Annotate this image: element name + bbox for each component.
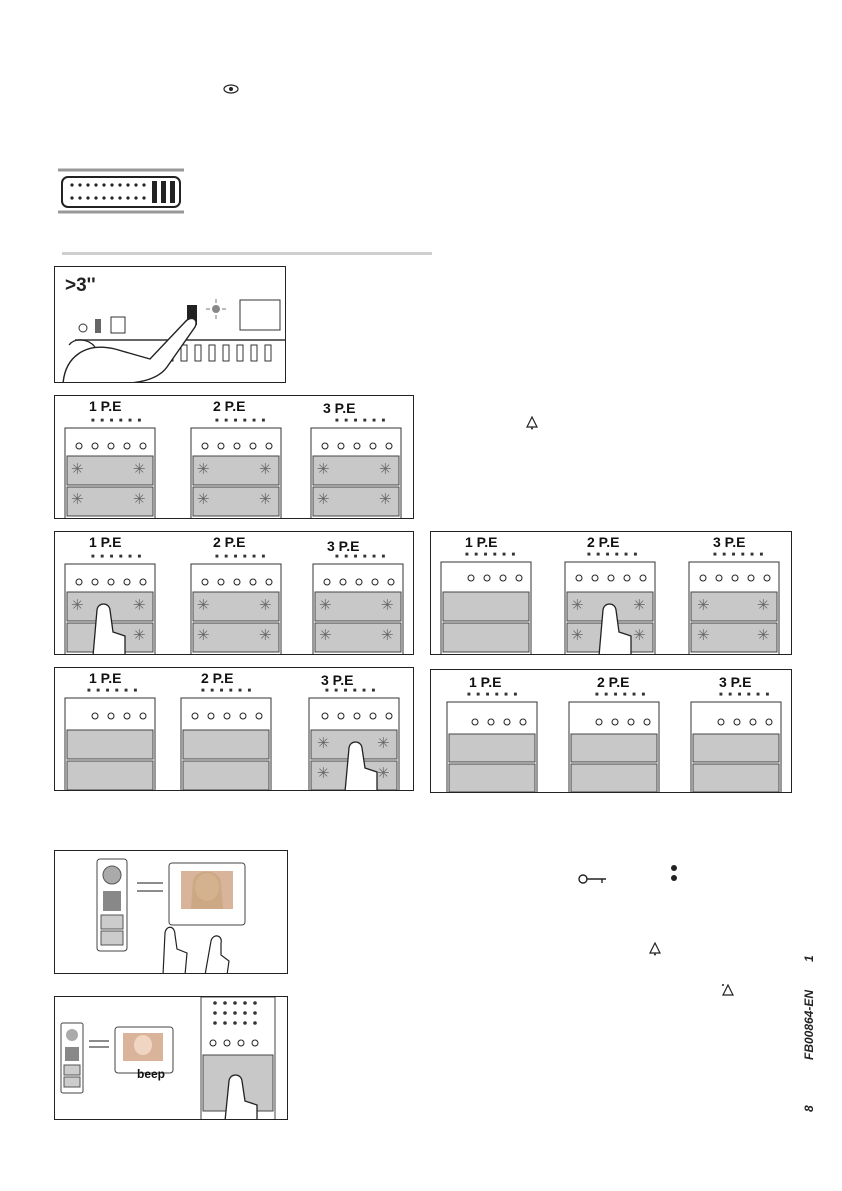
blink-icon: ✳: [757, 627, 770, 644]
speaker-grille: ■ ■ ■ ■ ■ ■: [467, 692, 520, 698]
menu-dots-icon: [670, 864, 678, 882]
unit-label-2: 2 P.E: [587, 534, 620, 550]
blink-icon: ✳: [71, 597, 84, 614]
bell-icon: [525, 416, 539, 430]
monitor-pairing-illustration: [54, 850, 288, 974]
blink-icon: ✳: [71, 491, 84, 508]
speaker-grille: ■ ■ ■ ■ ■ ■: [91, 554, 144, 560]
unit-label-2: 2 P.E: [213, 398, 246, 414]
speaker-grille: ■ ■ ■ ■ ■ ■: [215, 418, 268, 424]
blink-icon: ✳: [259, 491, 272, 508]
unit-label-1: 1 P.E: [89, 398, 122, 414]
unit-label-3: 3 P.E: [713, 534, 746, 550]
section-divider: [62, 252, 432, 255]
blink-icon: ✳: [197, 597, 210, 614]
blink-icon: ✳: [571, 597, 584, 614]
bell-icon: [648, 942, 662, 956]
outdoor-station-and-monitor: [55, 851, 288, 974]
speaker-grille: ■ ■ ■ ■ ■ ■: [713, 552, 766, 558]
blink-icon: ✳: [133, 461, 146, 478]
revision-number: 1: [802, 955, 816, 962]
beep-label: beep: [137, 1067, 166, 1081]
blink-icon: ✳: [379, 491, 392, 508]
key-icon: [578, 872, 608, 884]
unit-label-1: 1 P.E: [465, 534, 498, 550]
speaker-grille: ■ ■ ■ ■ ■ ■: [91, 418, 144, 424]
panel-step-6: [430, 669, 792, 793]
panel-step-3: [54, 531, 414, 655]
doc-code: FB00864-EN: [802, 989, 816, 1060]
blink-icon: ✳: [633, 597, 646, 614]
blink-icon: ✳: [317, 461, 330, 478]
step-press-button-3s: [54, 266, 286, 383]
blink-icon: ✳: [317, 765, 330, 782]
blink-icon: ✳: [197, 491, 210, 508]
unit-label-1: 1 P.E: [89, 670, 122, 686]
panel-step-4: [430, 531, 792, 655]
blink-icon: ✳: [133, 627, 146, 644]
speaker-grille: ■ ■ ■ ■ ■ ■: [87, 688, 140, 694]
duration-label: >3'': [65, 275, 96, 296]
blink-icon: ✳: [319, 597, 332, 614]
unit-label-1: 1 P.E: [469, 674, 502, 690]
panel-step-5: [54, 667, 414, 791]
blink-icon: ✳: [197, 461, 210, 478]
unit-label-2: 2 P.E: [597, 674, 630, 690]
speaker-grille: ■ ■ ■ ■ ■ ■: [595, 692, 648, 698]
speaker-grille: ■ ■ ■ ■ ■ ■: [201, 688, 254, 694]
eye-icon: [222, 82, 240, 96]
blink-icon: ✳: [377, 765, 390, 782]
speaker-grille: ■ ■ ■ ■ ■ ■: [335, 418, 388, 424]
beep-confirmation-illustration: [54, 996, 288, 1120]
panel-step-2: [54, 395, 414, 519]
blink-icon: ✳: [757, 597, 770, 614]
unit-label-3: 3 P.E: [321, 672, 354, 688]
blink-icon: ✳: [697, 627, 710, 644]
unit-label-2: 2 P.E: [213, 534, 246, 550]
blink-icon: ✳: [197, 627, 210, 644]
device-board-illustration: [55, 267, 286, 383]
indicator-row-illustration: [431, 532, 792, 655]
station-monitor-button-press: [55, 997, 288, 1120]
unit-label-1: 1 P.E: [89, 534, 122, 550]
blink-icon: ✳: [317, 735, 330, 752]
speaker-grille: ■ ■ ■ ■ ■ ■: [215, 554, 268, 560]
blink-icon: ✳: [381, 597, 394, 614]
blink-icon: ✳: [379, 461, 392, 478]
indicator-row-illustration: [431, 670, 792, 793]
speaker-grille: ■ ■ ■ ■ ■ ■: [335, 554, 388, 560]
blink-icon: ✳: [259, 461, 272, 478]
blink-icon: ✳: [633, 627, 646, 644]
speaker-grille: ■ ■ ■ ■ ■ ■: [465, 552, 518, 558]
blink-icon: ✳: [571, 627, 584, 644]
indicator-row-illustration: [55, 532, 414, 655]
indicator-row-illustration: [55, 668, 414, 791]
speaker-grille: ■ ■ ■ ■ ■ ■: [587, 552, 640, 558]
bell-call-icon: [720, 982, 736, 998]
blink-icon: ✳: [319, 627, 332, 644]
indicator-row-illustration: [55, 396, 414, 519]
unit-label-3: 3 P.E: [719, 674, 752, 690]
speaker-grille: ■ ■ ■ ■ ■ ■: [719, 692, 772, 698]
blink-icon: ✳: [71, 461, 84, 478]
blink-icon: ✳: [381, 627, 394, 644]
page-number: 8: [802, 1105, 816, 1112]
blink-icon: ✳: [377, 735, 390, 752]
speaker-grille: ■ ■ ■ ■ ■ ■: [325, 688, 378, 694]
blink-icon: ✳: [259, 597, 272, 614]
blink-icon: ✳: [133, 491, 146, 508]
unit-label-2: 2 P.E: [201, 670, 234, 686]
blink-icon: ✳: [133, 597, 146, 614]
unit-label-3: 3 P.E: [327, 538, 360, 554]
unit-label-3: 3 P.E: [323, 400, 356, 416]
blink-icon: ✳: [317, 491, 330, 508]
blink-icon: ✳: [259, 627, 272, 644]
connector-diagram: [58, 168, 184, 214]
blink-icon: ✳: [697, 597, 710, 614]
